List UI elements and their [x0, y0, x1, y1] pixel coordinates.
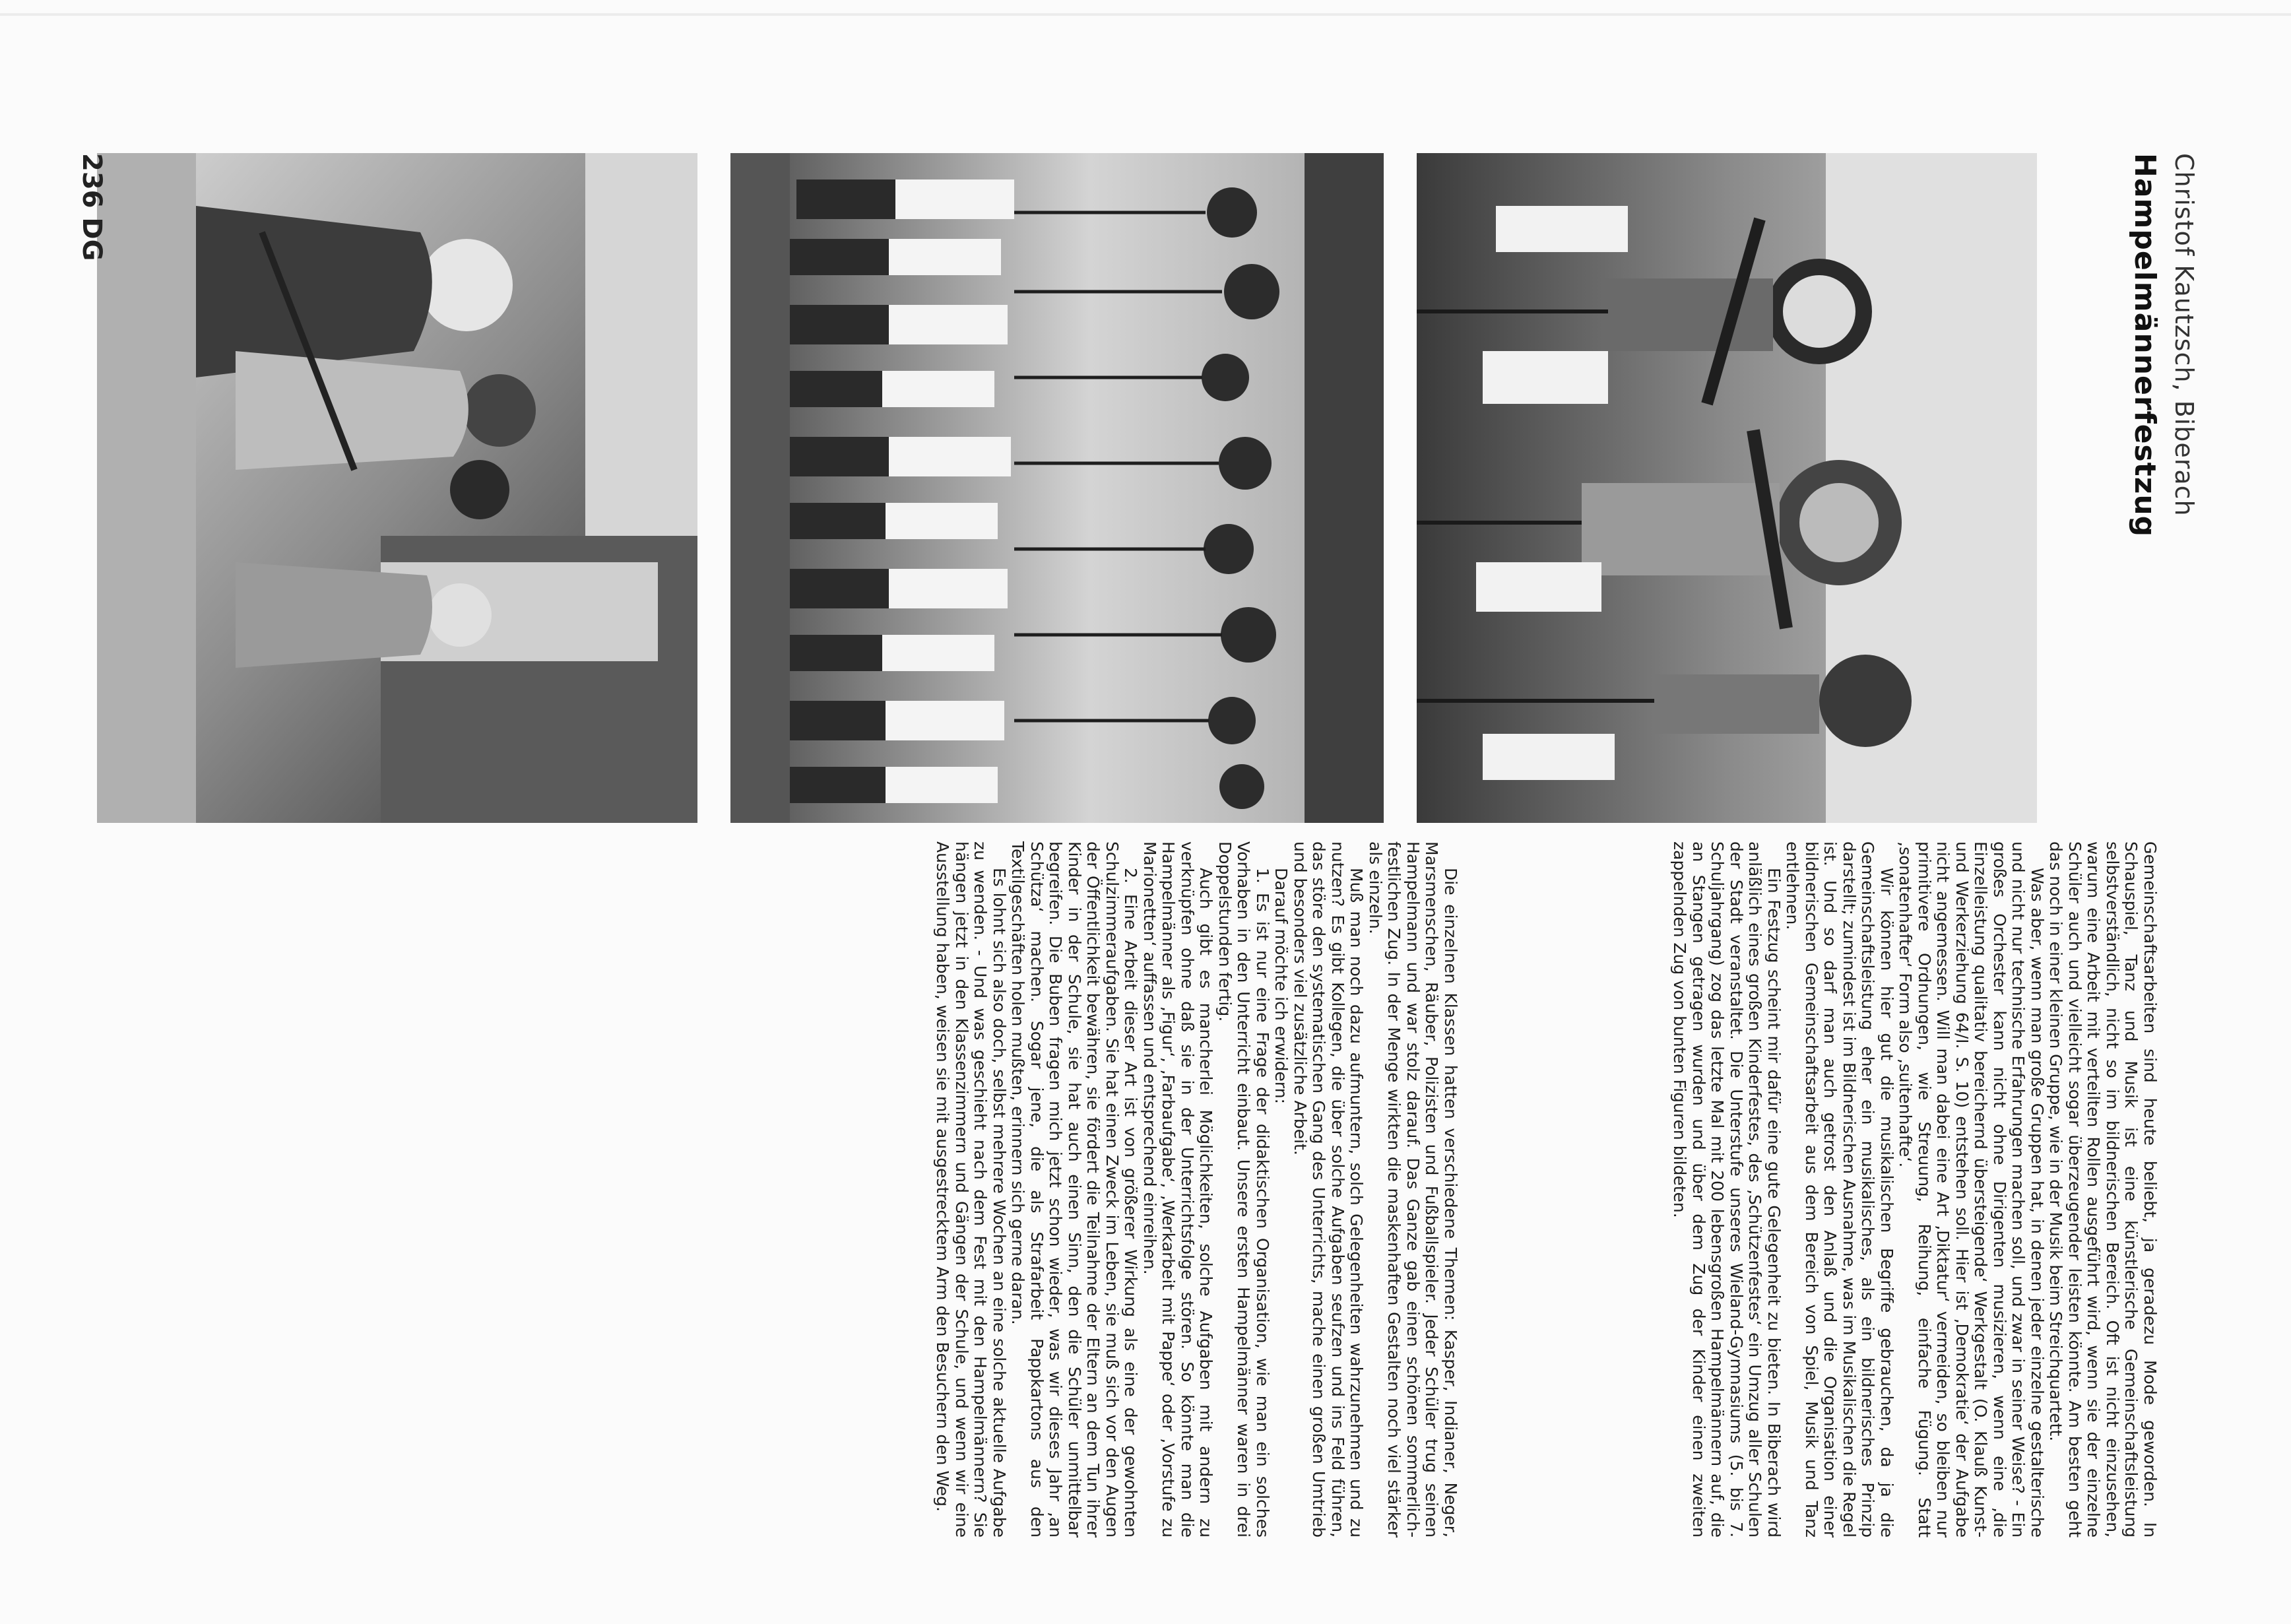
photo-parade-figures [1417, 153, 2037, 823]
photo-procession-crowd [730, 153, 1384, 823]
paragraph: Es lohnt sich also doch, selbst mehrere Wochen an eine solche aktuelle Aufgabe zu wenden. - Und was geschieht nach dem Fest mit den Hampelmännern? Sie hängen jetzt in den Klassenzimmern und Gängen der Schule, und wenn wir eine Ausstellung haben, weisen sie mit ausgestrecktem Arm den Besuchern den Weg. [933, 841, 1009, 1538]
article-title: Hampelmännerfestzug [2128, 153, 2162, 538]
paragraph: Darauf möchte ich erwidern: [1272, 868, 1291, 1105]
paragraph: Die einzelnen Klassen hatten verschiedene Themen: Kasper, Indianer, Neger, Marsmenschen, Räuber, Polizisten und Fußballspieler. Jeder Schüler trug seinen Hampelmann und war stolz darauf. Das Ganze gab einen schönen sommerlich-festlichen Zug. In der Menge wirkten die maskenhaften Gestalten noch viel stärker als einzeln. [1366, 841, 1460, 1538]
paragraph: Ein Festzug scheint mir dafür eine gute Gelegenheit zu bieten. In Biberach wird anläßlich eines großen Kinderfestes, des ‚Schützenfestes‘ ein Umzug aller Schulen der Stadt veranstaltet. Die Unterstufe unseres Wieland-Gymnasiums (5. bis 7. Schuljahrgang) zog das letzte Mal mit 200 lebensgroßen Hampelmännern auf, die an Stangen getragen wurden und über dem Zug der Kinder einen zweiten zappelnden Zug von bunten Figuren bildeten. [1670, 841, 1784, 1538]
page-folio: 236 DG [77, 153, 107, 261]
photo-classroom-workshop [97, 153, 697, 823]
text-column-2 [602, 841, 1460, 1538]
text-column-1 [1479, 841, 2159, 1538]
parade-figures-image [1417, 153, 2037, 823]
paragraph: Was aber, wenn man große Gruppen hat, in denen jeder einzelne gestalterische und nicht nur technische Erfahrungen machen soll, und zwar in seiner Weise? - Ein großes Orchester kann nicht ohne Dirigenten musizieren, wenn eine ‚die Einzelleistung qualitativ bereichernd übersteigende‘ Werkgestalt (O. Klauß Kunst- und Werkerziehung 64/I. S. 10) entstehen soll. Hier ist ‚Demokratie‘ der Aufgabe nicht angemessen. Will man dabei eine Art ‚Diktatur‘ vermeiden, so bleiben nur primitivere Ordnungen, wie Streuung, Reihung, einfache Fügung. Statt ‚sonatenhafter‘ Form also ‚suitenhafte‘. [1896, 841, 2047, 1538]
procession-crowd-image [730, 153, 1384, 823]
paragraph: Gemeinschaftsarbeiten sind heute beliebt, ja geradezu Mode geworden. In Schauspiel, Tanz und Musik ist eine künstlerische Gemeinschaftsleistung selbstverständlich, nicht so im bildnerischen Bereich. Oft ist nicht einzusehen, warum eine Arbeit mit verteilten Rollen ausgeführt wird, wenn sie der einzelne Schüler auch und vielleicht sogar überzeugender leisten könnte. Am besten geht das noch in einer kleinen Gruppe, wie in der Musik beim Streichquartett. [2046, 841, 2160, 1538]
paragraph: 1. Es ist nur eine Frage der didaktischen Organisation, wie man ein solches Vorhaben in den Unterricht einbaut. Unsere ersten Hampelmänner waren in drei Doppelstunden fertig. [1215, 841, 1272, 1538]
paragraph: Muß man noch dazu aufmuntern, solch Gelegenheiten wahrzunehmen und zu nutzen? Es gibt Kollegen, die über solche Aufgaben seufzen und ins Feld führen, das störe den systematischen Gang des Unterrichts, mache einen großen Umtrieb und besonders viel zusätzliche Arbeit. [1291, 841, 1367, 1538]
classroom-workshop-image [97, 153, 697, 823]
paragraph: 2. Eine Arbeit dieser Art ist von größerer Wirkung als eine der gewohnten Schulzimmeraufgaben. Sie hat einen Zweck im Leben, sie muß sich vor den Augen der Öffentlichkeit bewähren, sie fördert die Teilnahme der Eltern an dem Tun ihrer Kinder in der Schule, sie hat auch einen Sinn, den die Schüler unmittelbar begreifen. Die Buben fragen mich jetzt schon wieder, was wir dieses Jahr ‚an Schütza‘ machen. Sogar jene, die als Strafarbeit Pappkartons aus den Textilgeschäften holen mußten, erinnern sich gerne daran. [1008, 841, 1141, 1538]
paragraph: Wir können hier gut die musikalischen Begriffe gebrauchen, da ja die Gemeinschaftsleistung eher ein musikalisches, als ein bildnerisches Prinzip darstellt; zumindest ist im Bildnerischen Ausnahme, was im Musikalischen die Regel ist. Und so darf man auch getrost den Anlaß und die Organisation einer bildnerischen Gemeinschaftsarbeit aus dem Bereich von Spiel, Musik und Tanz entlehnen. [1783, 841, 1896, 1538]
paragraph: Auch gibt es mancherlei Möglichkeiten, solche Aufgaben mit andern zu verknüpfen ohne daß sie in der Unterrichtsfolge stören. So könnte man die Hampelmänner als ‚Figur‘, ‚Farbaufgabe‘, ‚Werkarbeit mit Pappe‘ oder ‚Vorstufe zu Marionetten‘ auffassen und entsprechend einreihen. [1140, 841, 1216, 1538]
author-line: Christof Kautzsch, Biberach [2170, 153, 2199, 517]
